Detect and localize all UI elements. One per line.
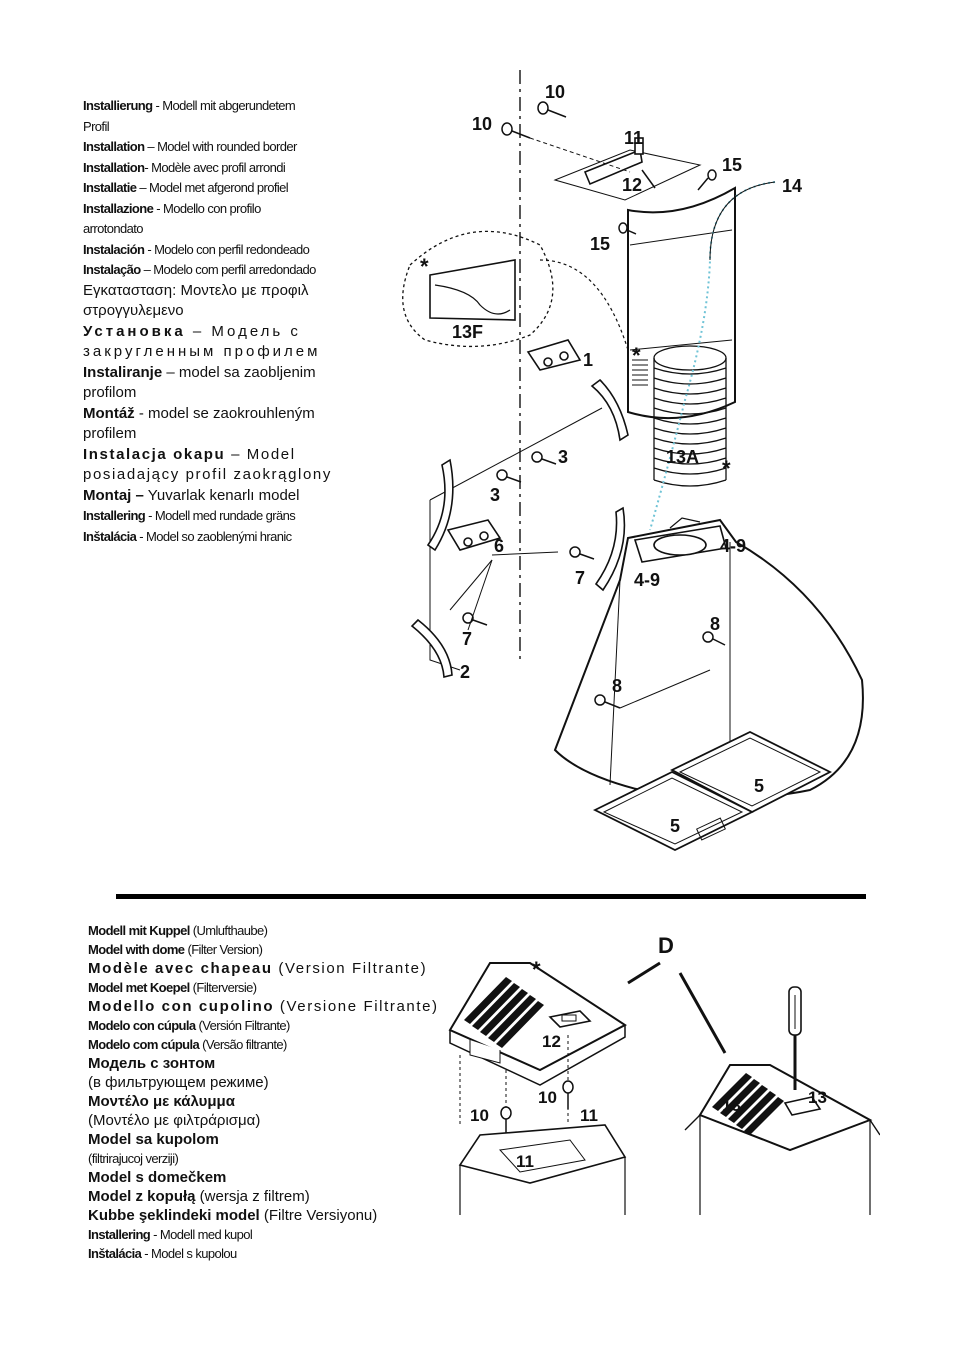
legend-line <box>88 1130 454 1149</box>
legend-text: (Umlufthaube) <box>189 923 268 938</box>
legend-text: (Μοντέλο με φιλτράρισμα) <box>88 1112 261 1129</box>
legend-bold: Instalação <box>83 262 141 277</box>
legend-line <box>83 383 375 404</box>
label-3: 3 <box>558 447 569 467</box>
legend-text: (Version Filtrante) <box>272 960 428 977</box>
legend-text: Yuvarlak kenarlı model <box>143 486 300 504</box>
legend-bold: Montaj – <box>83 486 144 504</box>
legend-bold: Modello con cupolino <box>88 998 275 1015</box>
label-13: 13 <box>722 1096 741 1115</box>
legend-text: - Modell med kupol <box>150 1227 253 1242</box>
legend-bold: Installation <box>83 159 145 175</box>
legend-bold: Inštalácia <box>88 1246 142 1261</box>
legend-line <box>83 404 375 425</box>
label-1: 1 <box>583 350 594 370</box>
legend-line <box>83 96 375 117</box>
asterisk-mark: * <box>632 343 641 368</box>
legend-line <box>88 1149 454 1168</box>
legend-text: profilom <box>83 384 137 401</box>
legend-line <box>83 137 375 158</box>
legend-line <box>88 1111 454 1130</box>
label-15: 15 <box>590 234 611 254</box>
label-10: 10 <box>470 1106 489 1125</box>
legend-text: – Model <box>225 445 296 463</box>
legend-bold: Instaliranje <box>83 363 163 381</box>
legend-line <box>83 240 375 261</box>
legend-line <box>83 260 375 281</box>
label-13a: 13A <box>666 447 700 467</box>
asterisk-mark: * <box>420 254 429 279</box>
legend-line <box>83 117 375 138</box>
legend-line <box>88 1168 454 1187</box>
legend-text: (Filterversie) <box>189 980 257 995</box>
legend-bold: Model met Koepel <box>88 980 190 995</box>
legend-line <box>88 1244 454 1263</box>
legend-line <box>83 281 375 302</box>
label-12: 12 <box>542 1032 561 1051</box>
legend-line <box>83 342 375 363</box>
legend-line <box>83 158 375 179</box>
legend-line <box>88 940 454 959</box>
legend-line <box>88 978 454 997</box>
legend-text: Εγκατασταση: Μοντελο με προφιλ <box>83 281 309 299</box>
legend-text: στρογγυλεμενο <box>83 302 184 319</box>
legend-bold: Modèle avec chapeau <box>88 960 273 977</box>
legend-text: - Model so zaoblenými hranic <box>136 528 292 544</box>
legend-bold: Model s domečkem <box>88 1169 227 1186</box>
legend-text: - Modell mit abgerundetem <box>152 98 296 113</box>
legend-line <box>83 363 375 384</box>
section-divider <box>116 894 866 899</box>
label-13: 13 <box>808 1088 827 1107</box>
legend-bold: Установка <box>83 322 186 340</box>
legend-line <box>88 959 454 978</box>
legend-text: (в фильтрующем режиме) <box>88 1074 269 1091</box>
legend-line <box>88 1016 454 1035</box>
legend-text: (filtrirajucoj verziji) <box>88 1151 179 1166</box>
legend-line <box>88 1035 454 1054</box>
label-11: 11 <box>516 1152 534 1171</box>
legend-line <box>83 322 375 343</box>
label-7: 7 <box>462 629 473 649</box>
exploded-installation-diagram <box>380 60 880 870</box>
legend-text: profilem <box>83 425 137 442</box>
label-15: 15 <box>722 155 743 175</box>
label-7: 7 <box>575 568 586 588</box>
label-2: 2 <box>460 662 471 682</box>
legend-line <box>83 486 375 507</box>
legend-text: arrotondato <box>83 221 143 236</box>
legend-text: - Modello con profilo <box>153 200 261 216</box>
legend-text: (Versión Filtrante) <box>195 1018 290 1033</box>
legend-text: (Versione Filtrante) <box>274 998 439 1015</box>
label-14: 14 <box>782 176 803 196</box>
label-4-9: 4-9 <box>720 536 747 556</box>
legend-text: (Filter Version) <box>184 942 263 957</box>
legend-text: Profil <box>83 118 110 134</box>
legend-line <box>88 1225 454 1244</box>
legend-bold: Installation <box>83 139 145 154</box>
legend-bold: Model sa kupolom <box>88 1131 219 1148</box>
label-5: 5 <box>670 816 681 836</box>
label-5: 5 <box>754 776 765 796</box>
label-8: 8 <box>710 614 721 634</box>
legend-line <box>88 1206 454 1225</box>
legend-bold: Instalacja okapu <box>83 445 226 463</box>
legend-bold: Instalación <box>83 241 145 257</box>
label-10: 10 <box>538 1088 557 1107</box>
legend-text: – Modelo com perfil arredondado <box>140 262 316 277</box>
legend-text: - Modelo con perfil redondeado <box>144 241 310 257</box>
label-d: D <box>658 933 674 958</box>
legend-line <box>88 1187 454 1206</box>
legend-bold: Installazione <box>83 200 154 216</box>
rounded-profile-legend <box>83 96 375 547</box>
legend-bold: Installatie <box>83 180 137 195</box>
label-12: 12 <box>622 175 643 195</box>
legend-bold: Μοντέλο με κάλυμμα <box>88 1093 235 1110</box>
legend-line <box>88 1073 454 1092</box>
legend-bold: Modelo con cúpula <box>88 1018 196 1033</box>
legend-text: (wersja z filtrem) <box>195 1188 310 1205</box>
dome-model-legend <box>88 921 454 1263</box>
legend-line <box>83 506 375 527</box>
legend-text: – model sa zaobljenim <box>162 363 316 381</box>
legend-text: - Model s kupolou <box>141 1246 237 1261</box>
label-13f: 13F <box>452 322 484 342</box>
legend-text: – Model met afgerond profiel <box>136 180 289 195</box>
legend-bold: Modell mit Kuppel <box>88 923 190 938</box>
legend-bold: Montáž <box>83 404 135 422</box>
legend-text: posiadający profil zaokrąglony <box>83 466 332 483</box>
legend-bold: Model z kopułą <box>88 1188 196 1205</box>
legend-text: (Versão filtrante) <box>199 1037 287 1052</box>
legend-bold: Modelo com cúpula <box>88 1037 200 1052</box>
label-4-9: 4-9 <box>634 570 661 590</box>
legend-line <box>88 921 454 940</box>
legend-line <box>83 219 375 240</box>
legend-line <box>83 424 375 445</box>
asterisk-mark: * <box>532 957 541 982</box>
legend-line <box>83 178 375 199</box>
legend-line <box>83 527 375 548</box>
legend-line <box>83 445 375 466</box>
legend-line <box>88 1092 454 1111</box>
legend-line <box>88 997 454 1016</box>
label-6: 6 <box>494 536 505 556</box>
legend-line <box>88 1054 454 1073</box>
legend-bold: Installering <box>83 508 146 523</box>
label-11: 11 <box>580 1106 598 1125</box>
legend-bold: Installering <box>88 1227 151 1242</box>
asterisk-mark: * <box>722 456 731 481</box>
legend-text: – Model with rounded border <box>144 139 297 154</box>
legend-line <box>83 199 375 220</box>
label-10: 10 <box>472 114 493 134</box>
label-10: 10 <box>545 82 566 102</box>
legend-text: (Filtre Versiyonu) <box>259 1207 378 1224</box>
label-8: 8 <box>612 676 623 696</box>
legend-line <box>83 301 375 322</box>
legend-text: - Modell med rundade gräns <box>145 508 296 523</box>
legend-bold: Модель с зонтом <box>88 1055 216 1072</box>
legend-text: закругленным профилем <box>83 343 321 360</box>
label-3: 3 <box>490 485 501 505</box>
dome-filter-diagram <box>440 925 880 1215</box>
legend-line <box>83 465 375 486</box>
legend-bold: Model with dome <box>88 942 185 957</box>
legend-bold: Inštalácia <box>83 528 137 544</box>
legend-bold: Installierung <box>83 98 153 113</box>
legend-text: - model se zaokrouhleným <box>134 404 315 422</box>
legend-text: – Модель с <box>185 322 301 340</box>
label-11: 11 <box>624 128 644 148</box>
legend-text: - Modèle avec profil arrondi <box>144 159 286 175</box>
legend-bold: Kubbe şeklindeki model <box>88 1207 260 1224</box>
